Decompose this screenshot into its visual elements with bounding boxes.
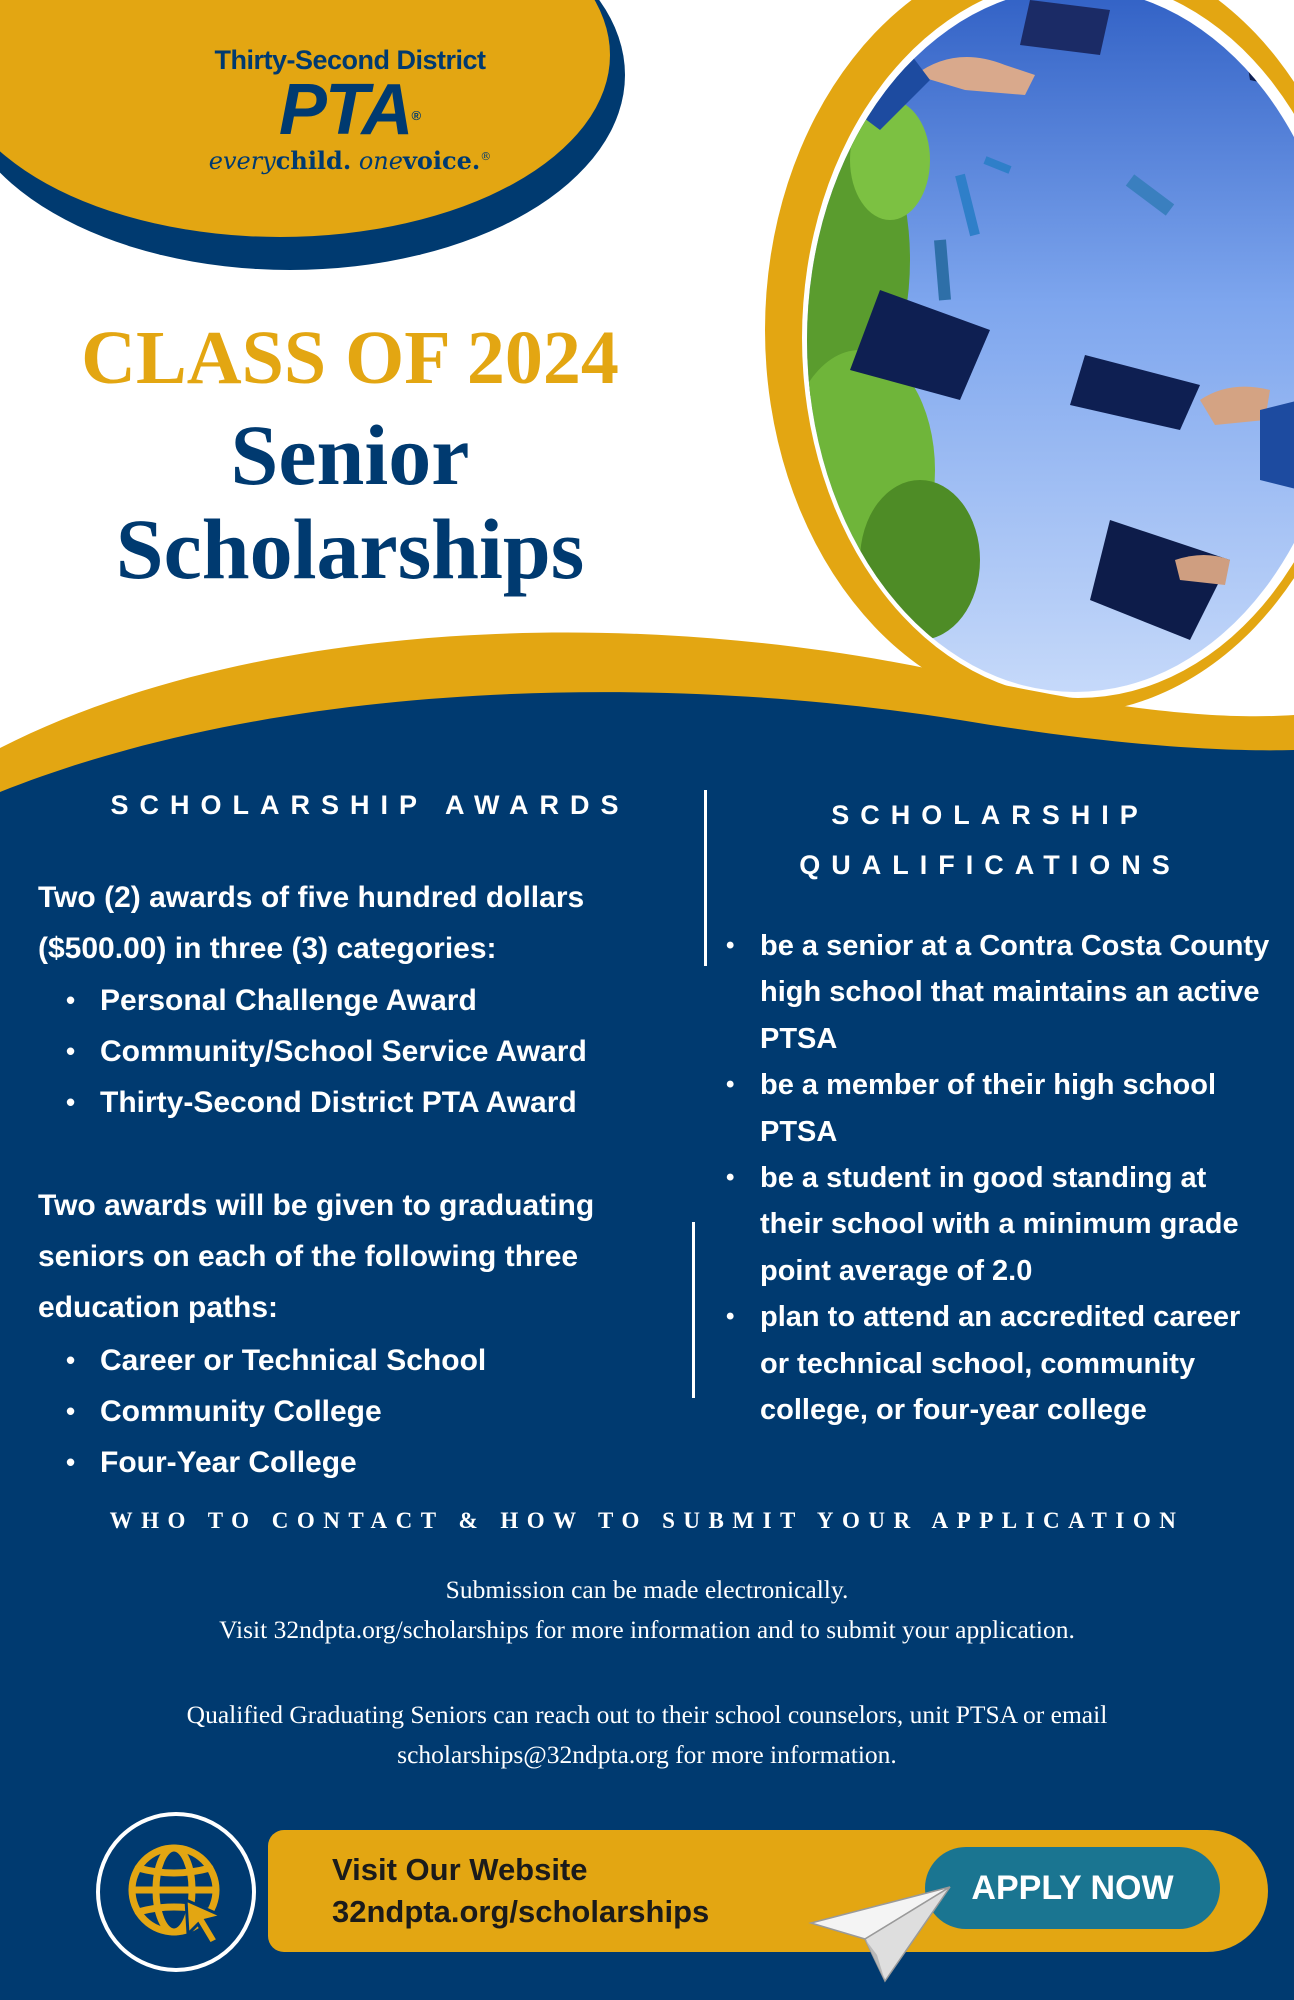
page-title: Senior Scholarships (115, 407, 585, 597)
globe-link[interactable] (96, 1812, 256, 1972)
awards-intro: Two (2) awards of five hundred dollars ($500.00) in three (3) categories: (38, 881, 585, 965)
awards-heading: SCHOLARSHIP AWARDS (110, 790, 630, 820)
pta-wordmark: PTA® (278, 70, 422, 150)
pta-logo (175, 45, 525, 175)
list-item: • Four-Year College (60, 1437, 486, 1488)
education-paths (60, 1335, 486, 1488)
qualifications-heading: SCHOLARSHIP QUALIFICATIONS (799, 800, 1181, 880)
list-item: • be a senior at a Contra Costa County high school that maintains an active PTSA (720, 923, 1275, 1062)
class-year-title: CLASS OF 2024 (81, 316, 619, 400)
list-item: • Personal Challenge Award (60, 975, 587, 1026)
column-divider-top (704, 790, 707, 966)
paper-plane-icon (805, 1885, 955, 1985)
tagline: everychild. onevoice.® (208, 146, 492, 175)
list-item: • be a student in good standing at their school with a minimum grade point average of 2.0 (720, 1155, 1275, 1294)
list-item: • Community/School Service Award (60, 1026, 587, 1077)
list-item: • Career or Technical School (60, 1335, 486, 1386)
submission-text: Submission can be made electronically. Visit 32ndpta.org/scholarships for more information and to submit your application. (219, 1575, 1075, 1644)
award-categories (60, 975, 587, 1128)
district-name: Thirty-Second District (214, 45, 486, 75)
qualifications-list (720, 923, 1275, 1433)
contact-text: Qualified Graduating Seniors can reach out to their school counselors, unit PTSA or email scholarships@32ndpta.org for more information. (186, 1700, 1108, 1769)
contact-heading: WHO TO CONTACT & HOW TO SUBMIT YOUR APPLICATION (109, 1508, 1185, 1533)
paths-intro: Two awards will be given to graduating seniors on each of the following three education paths: (38, 1189, 595, 1324)
apply-now-button[interactable]: APPLY NOW (925, 1847, 1220, 1929)
list-item: • be a member of their high school PTSA (720, 1062, 1275, 1155)
list-item: • Thirty-Second District PTA Award (60, 1077, 587, 1128)
visit-website-label: Visit Our Website (332, 1852, 588, 1887)
list-item: • Community College (60, 1386, 486, 1437)
globe-cursor-icon (100, 1816, 252, 1968)
website-link[interactable]: 32ndpta.org/scholarships (332, 1894, 710, 1929)
column-divider-bottom (692, 1222, 695, 1398)
list-item: • plan to attend an accredited career or technical school, community college, or four-year college (720, 1294, 1275, 1433)
